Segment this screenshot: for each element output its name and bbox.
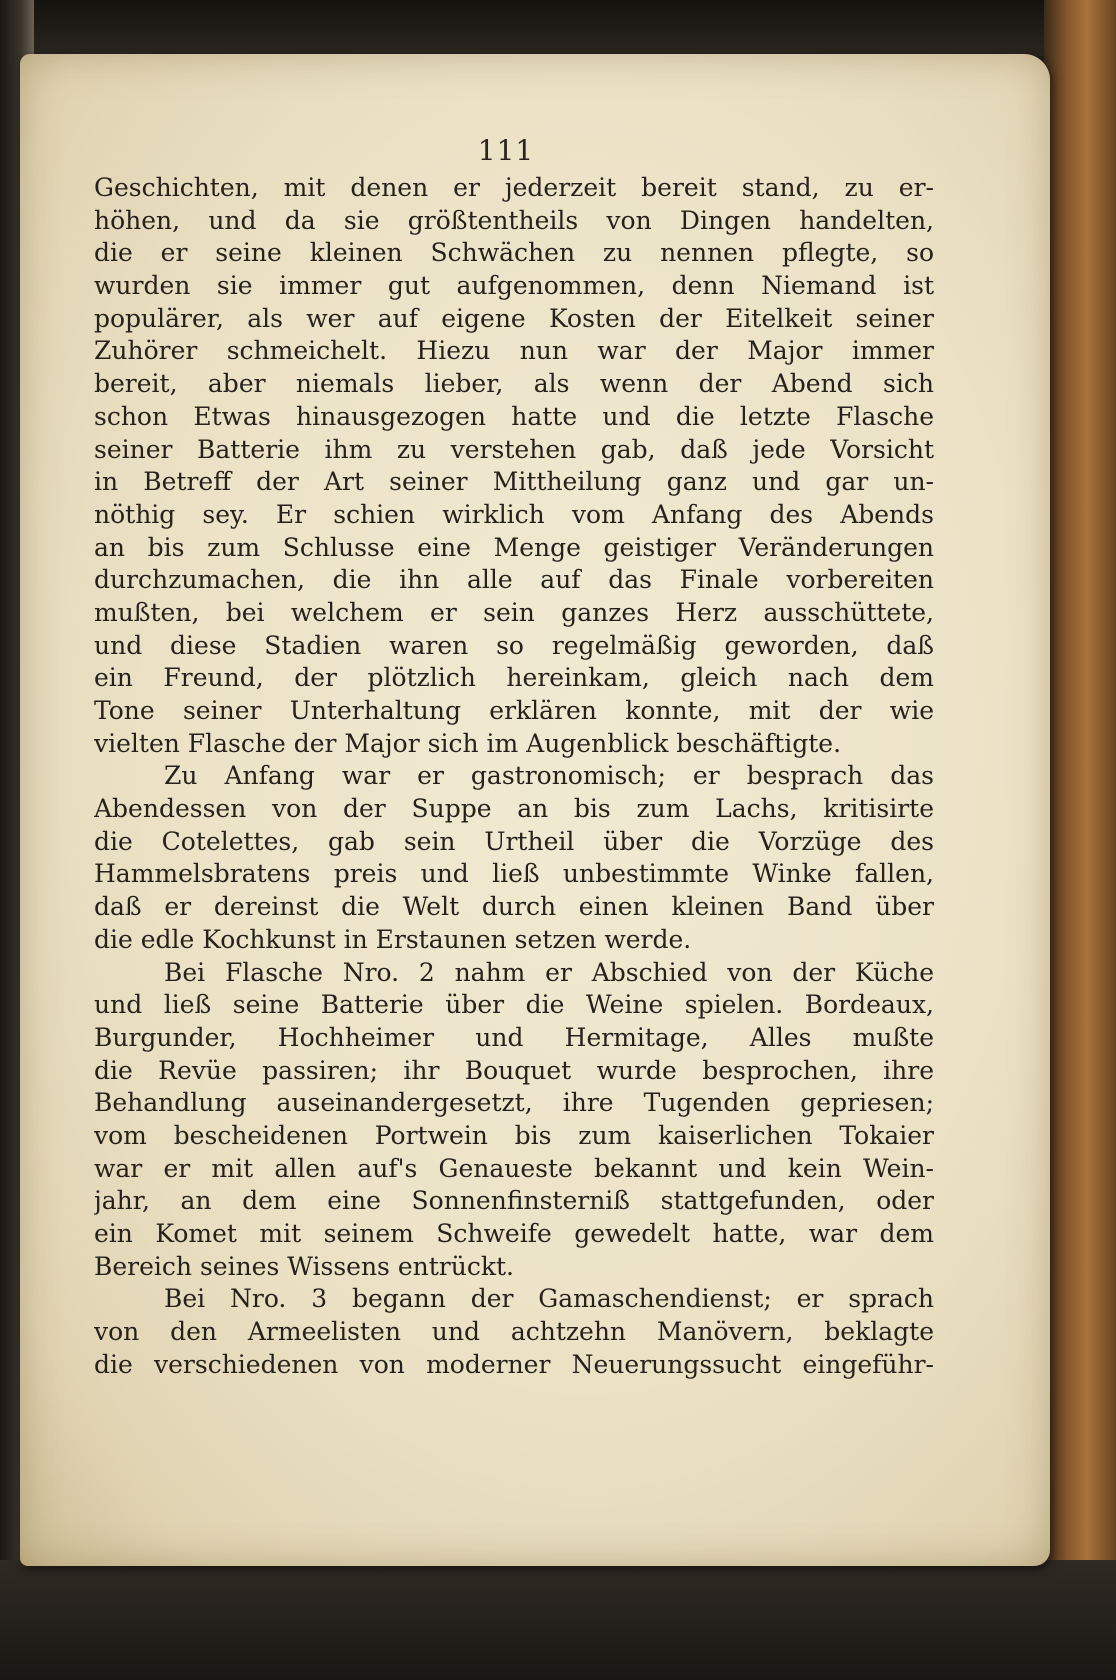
text-line: jahr, an dem eine Sonnenfinsterniß stattgefunden, oder [94,1186,934,1216]
text-line: und ließ seine Batterie über die Weine spielen. Bordeaux, [94,990,934,1020]
text-line: Geschichten, mit denen er jederzeit bereit stand, zu er- [94,173,934,202]
text-line: mußten, bei welchem er sein ganzes Herz ausschüttete, [94,597,934,627]
body-text [94,172,934,1381]
text-line: Hammelsbratens preis und ließ unbestimmte Winke fallen, [94,859,934,889]
text-line: Zuhörer schmeichelt. Hiezu nun war der Major immer [94,336,934,366]
text-line: Bei Flasche Nro. 2 nahm er Abschied von der Küche [164,957,934,987]
page-number: 111 [477,134,535,167]
cover-top-edge [0,0,1116,56]
text-line: ein Komet mit seinem Schweife gewedelt hatte, war dem [94,1219,934,1248]
text-line: wurden sie immer gut aufgenommen, denn Niemand ist [94,271,934,301]
text-line: die Revüe passiren; ihr Bouquet wurde besprochen, ihre [94,1055,934,1085]
text-line: die edle Kochkunst in Erstaunen setzen werde. [94,924,692,954]
text-line: die verschiedenen von moderner Neuerungssucht eingeführ- [94,1349,934,1379]
text-line: schon Etwas hinausgezogen hatte und die letzte Flasche [94,401,934,431]
text-line: bereit, aber niemals lieber, als wenn der Abend sich [94,369,934,399]
book-page [20,54,1050,1566]
text-line: nöthig sey. Er schien wirklich vom Anfang des Abends [94,499,934,529]
leather-cover-edge [1044,0,1116,1680]
text-line: war er mit allen auf's Genaueste bekannt und kein Wein- [94,1153,934,1183]
text-line: vom bescheidenen Portwein bis zum kaiserlichen Tokaier [94,1120,934,1150]
text-line: Abendessen von der Suppe an bis zum Lachs, kritisirte [94,794,934,824]
text-line: daß er dereinst die Welt durch einen kleinen Band über [94,892,934,922]
text-line: durchzumachen, die ihn alle auf das Finale vorbereiten [94,565,934,595]
text-line: Bei Nro. 3 begann der Gamaschendienst; er sprach [164,1284,934,1314]
text-line: Burgunder, Hochheimer und Hermitage, Alles mußte [94,1022,934,1052]
text-line: die er seine kleinen Schwächen zu nennen pflegte, so [94,238,934,268]
text-line: in Betreff der Art seiner Mittheilung ganz und gar un- [94,467,934,497]
text-line: Bereich seines Wissens entrückt. [94,1251,514,1281]
cover-bottom-edge [0,1560,1116,1680]
text-line: vielten Flasche der Major sich im Augenblick beschäftigte. [94,728,842,758]
text-line: und diese Stadien waren so regelmäßig geworden, daß [94,630,934,660]
text-line: Tone seiner Unterhaltung erklären konnte, mit der wie [94,696,934,725]
text-line: die Cotelettes, gab sein Urtheil über die Vorzüge des [94,826,934,856]
text-line: von den Armeelisten und achtzehn Manövern, beklagte [94,1317,934,1347]
text-line: Behandlung auseinandergesetzt, ihre Tugenden gepriesen; [94,1088,934,1118]
text-line: an bis zum Schlusse eine Menge geistiger Veränderungen [94,532,934,562]
text-line: populärer, als wer auf eigene Kosten der Eitelkeit seiner [94,303,934,333]
text-line: ein Freund, der plötzlich hereinkam, gleich nach dem [94,663,934,693]
text-line: Zu Anfang war er gastronomisch; er besprach das [164,761,934,791]
text-line: höhen, und da sie größtentheils von Dingen handelten, [94,205,934,235]
text-line: seiner Batterie ihm zu verstehen gab, daß jede Vorsicht [94,434,934,464]
